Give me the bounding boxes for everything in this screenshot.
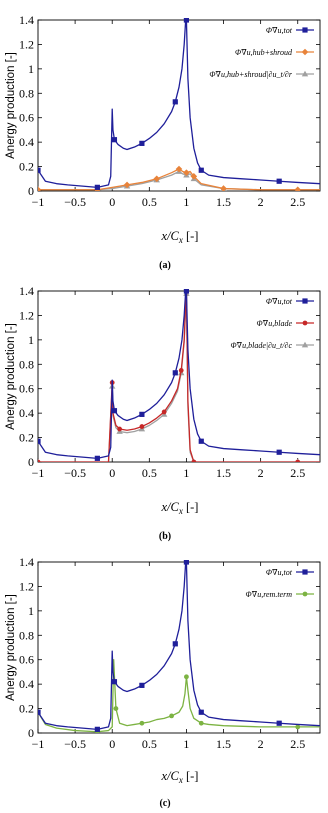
data-point-marker [294,186,301,193]
data-point-marker [139,412,144,417]
y-tick-label: 0.8 [19,357,34,372]
y-tick-label: 1.4 [19,555,34,569]
data-layer [35,288,320,464]
chart-panel-1 [5,13,320,271]
series-line [38,20,320,187]
y-tick-label: 0 [28,184,34,198]
data-point-marker [179,368,184,373]
data-point-marker [199,721,204,726]
y-axis-label: Anergy production [-] [5,52,17,159]
data-point-marker [295,724,300,729]
y-tick-label: 0.2 [19,430,34,445]
data-point-marker [184,17,189,22]
x-axis-label: $x/C_x$ [-] [161,769,199,785]
x-tick-label: 2 [257,195,264,209]
data-point-marker [112,137,117,142]
y-tick-label: 1.2 [19,579,34,594]
legend-label: Φ̇∇u,hub+shroud [234,48,292,57]
y-axis-label: Anergy production [-] [5,323,17,430]
legend-marker [302,49,309,56]
legend-marker [303,321,308,326]
chart-panel-2 [5,284,320,542]
data-point-marker [95,185,100,190]
x-tick-label: −0.5 [64,466,86,480]
x-tick-label: 2 [257,466,264,480]
legend-marker [302,569,307,574]
data-point-marker [114,706,119,711]
x-tick-label: 1.5 [216,466,232,480]
data-point-marker [139,141,144,146]
y-tick-label: 0.6 [19,652,34,667]
y-tick-label: 0 [28,726,34,740]
data-point-marker [184,674,189,679]
data-point-marker [169,714,174,719]
x-tick-label: 0.5 [141,195,157,209]
x-tick-label: 0.5 [141,466,157,480]
legend-label: Φ̇∇u,tot [265,26,292,35]
plot-area-frame [38,20,320,191]
data-layer [35,17,320,193]
data-point-marker [199,168,204,173]
y-tick-label: 1 [28,603,34,618]
y-tick-label: 0.2 [19,159,34,174]
data-point-marker [199,439,204,444]
y-tick-label: 1 [28,332,34,347]
data-point-marker [199,710,204,715]
data-point-marker [277,721,282,726]
data-point-marker [139,721,144,726]
data-point-marker [173,99,178,104]
x-tick-label: 0 [109,195,116,209]
y-tick-label: 0.6 [19,110,34,125]
x-tick-label: −0.5 [64,737,86,751]
data-point-marker [173,370,178,375]
data-point-marker [184,559,189,564]
x-axis-label: $x/C_x$ [-] [161,500,199,516]
y-axis-label: Anergy production [-] [5,594,17,701]
x-tick-label: −1 [31,737,45,751]
x-tick-label: −1 [31,466,45,480]
data-point-marker [117,427,122,432]
y-tick-label: 0.4 [19,677,34,692]
x-tick-label: 1 [183,466,190,480]
x-tick-label: 1.5 [216,195,232,209]
data-point-marker [35,168,40,173]
legend [246,568,314,599]
x-tick-label: 2 [257,737,264,751]
y-tick-label: 1.4 [19,13,34,27]
panel-caption: (b) [158,531,172,542]
data-point-marker [191,460,196,465]
data-point-marker [36,460,41,465]
y-tick-label: 0.8 [19,628,34,643]
y-tick-label: 0.8 [19,86,34,101]
y-tick-label: 0 [28,455,34,469]
x-tick-label: 0.5 [141,737,157,751]
x-tick-label: 1 [183,195,190,209]
x-tick-label: −1 [31,195,45,209]
panel-caption: (c) [159,798,171,809]
chart-panel-3 [5,555,320,809]
x-tick-label: 2.5 [290,737,306,751]
y-tick-label: 0.4 [19,406,34,421]
y-tick-label: 1 [28,61,34,76]
x-tick-label: 2.5 [290,195,306,209]
y-tick-label: 1.2 [19,308,34,323]
x-tick-label: 1.5 [216,737,232,751]
legend-label: Φ̇∇u,tot [265,568,292,577]
data-point-marker [95,456,100,461]
data-point-marker [35,439,40,444]
legend [209,26,314,79]
series-line [38,562,320,729]
data-point-marker [35,186,42,193]
legend-marker [302,298,307,303]
legend-marker [302,27,307,32]
y-tick-label: 0.2 [19,701,34,716]
data-point-marker [173,641,178,646]
panel-caption: (a) [159,260,171,271]
x-tick-label: 2.5 [290,466,306,480]
y-tick-label: 1.2 [19,37,34,52]
data-point-marker [277,450,282,455]
data-point-marker [112,679,117,684]
legend-label: Φ̇∇u,rem.term [245,590,292,599]
legend-marker [303,592,308,597]
data-point-marker [277,179,282,184]
data-point-marker [295,460,300,465]
data-point-marker [139,424,144,429]
data-point-marker [112,408,117,413]
data-layer [35,559,320,734]
data-point-marker [162,410,167,415]
series-line [38,291,320,462]
x-tick-label: −0.5 [64,195,86,209]
plot-area-frame [38,291,320,462]
data-point-marker [35,710,40,715]
y-tick-label: 1.4 [19,284,34,298]
legend-label: Φ̇∇u,hub+shroud|∂u_t/∂r [209,70,292,79]
plot-area-frame [38,562,320,733]
x-tick-label: 0 [109,466,116,480]
data-point-marker [139,683,144,688]
x-axis-label: $x/C_x$ [-] [161,229,199,245]
legend-label: Φ̇∇u,tot [265,297,292,306]
data-point-marker [184,288,189,293]
x-tick-label: 1 [183,737,190,751]
y-tick-label: 0.6 [19,381,34,396]
x-tick-label: 0 [109,737,116,751]
y-tick-label: 0.4 [19,135,34,150]
legend-label: Φ̇∇u,blade [256,319,292,328]
data-point-marker [176,166,183,173]
legend-label: Φ̇∇u,blade|∂u_t/∂c [230,341,292,350]
data-point-marker [95,727,100,732]
legend [230,297,314,350]
